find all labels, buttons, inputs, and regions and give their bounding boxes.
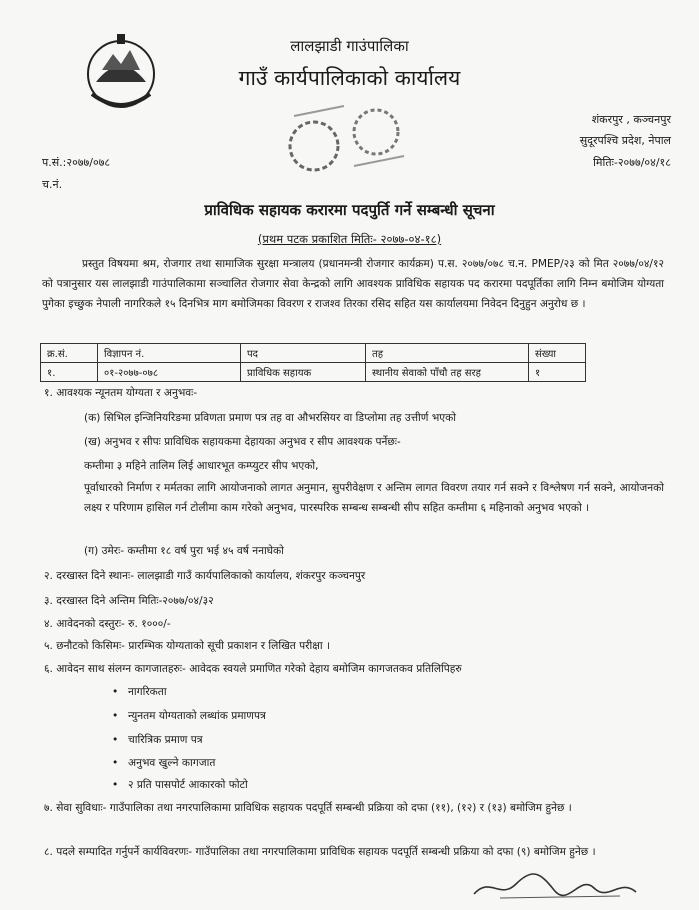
reference-number: प.सं.:२०७७/०७८ <box>42 156 111 169</box>
item-1b-1: कम्तीमा ३ महिने तालिम लिई आधारभूत कम्प्युटर सीप भएको, <box>84 460 319 472</box>
letter-date: मितिः-२०७७/०४/१८ <box>593 156 671 169</box>
item-1a: (क) सिभिल इन्जिनियरिङमा प्रविणता प्रमाण पत्र तह वा औभरसियर वा डिप्लोमा तह उत्तीर्ण भएको <box>84 412 457 424</box>
notice-title: प्राविधिक सहायक करारमा पदपुर्ति गर्ने सम्बन्धी सूचना <box>204 201 495 219</box>
table-row <box>41 363 586 382</box>
notice-intro: प्रस्तुत विषयमा श्रम, रोजगार तथा सामाजिक सुरक्षा मन्त्रालय (प्रधानमन्त्री रोजगार कार्यक्रम) प.स. २०७७/०७८ च.न. PMEP/२३ को मित २०७७/०४/१२ को पत्रानुसार यस लालझाडी गाउंपालिकामा सञ्चालित रोजगार सेवा केन्द्रको लागि आवश्यक प्राविधिक सहायक पद करारमा पदपूर्तिका लागि निम्न बमोजिम योग्यता पुगेका इच्छुक नेपाली नागरिकले १५ दिनभित्र माग बमोजिमका विवरण र राजश्व तिरका रसिद सहित यस कार्यालयमा निवेदन दिनुहुन अनुरोध छ । <box>42 258 664 310</box>
document-list-item: • न्युनतम योग्यताको लब्धांक प्रमाणपत्र <box>112 706 266 726</box>
table-header: विज्ञापन नं. <box>98 344 241 363</box>
office-title: गाउँ कार्यपालिकाको कार्यालय <box>238 66 461 90</box>
office-stamp-icon <box>284 96 414 192</box>
item-1b: (ख) अनुभव र सीपः प्राविधिक सहायकमा देहायका अनुभव र सीप आवश्यक पर्नेछः- <box>84 436 401 448</box>
office-name: लालझाडी गाउंपालिका <box>290 37 409 55</box>
item-2: २. दरखास्त दिने स्थानः- लालझाडी गाउँ कार्यपालिकाको कार्यालय, शंकरपुर कञ्चनपुर <box>44 570 366 582</box>
table-cell: १ <box>529 363 586 382</box>
dispatch-number: च.नं. <box>42 178 63 191</box>
item-4: ४. आवेदनको दस्तुरः- रु. १०००/- <box>44 618 171 630</box>
item-6: ६. आवेदन साथ संलग्न कागजातहरुः- आवेदक स्वयले प्रमाणित गरेको देहाय बमोजिम कागजतकव प्रतिलिपिहरु <box>44 663 462 675</box>
table-cell: प्राविधिक सहायक <box>241 363 366 382</box>
table-cell: स्थानीय सेवाको पाँचौ तह सरह <box>366 363 529 382</box>
item-1b-2: पूर्वाधारको निर्माण र मर्मतका लागि आयोजनाको लागत अनुमान, सुपरीवेक्षण र अन्तिम लागत विवरण तयार गर्न सक्ने र विश्लेषण गर्न सक्ने, आयोजनको लक्ष्य र परिणाम हासिल गर्न टोलीमा काम गरेको अनुभव, पारस्परिक सम्बन्ध सम्बन्धी सीप सहित कम्तीमा ६ महिनाको अनुभव भएको । <box>84 482 664 514</box>
document-list-item: • २ प्रति पासपोर्ट आकारको फोटो <box>112 775 248 795</box>
item-8: ८. पदले सम्पादित गर्नुपर्ने कार्यविवरणः- गाउँपालिका तथा नगरपालिकामा प्राविधिक सहायक पदपूर्ति सम्बन्धी प्रक्रिया को दफा (९) बमोजिम हुनेछ । <box>44 846 596 858</box>
address-line-1: शंकरपुर , कञ्चनपुर <box>591 113 671 126</box>
item-7: ७. सेवा सुविधाः- गाउँपालिका तथा नगरपालिकामा प्राविधिक सहायक पदपूर्ति सम्बन्धी प्रक्रिया को दफा (११), (१२) र (१३) बमोजिम हुनेछ । <box>44 802 572 814</box>
table-header-row <box>41 344 586 363</box>
signature-icon <box>470 866 640 904</box>
table-header: संख्या <box>529 344 586 363</box>
document-list-item: • चारित्रिक प्रमाण पत्र <box>112 730 203 750</box>
table-cell: १. <box>41 363 98 382</box>
item-3: ३. दरखास्त दिने अन्तिम मितिः-२०७७/०४/३२ <box>44 595 214 607</box>
document-list-item: • अनुभव खुल्ने कागजात <box>112 753 215 773</box>
item-5: ५. छनौटको किसिमः- प्रारम्भिक योग्यताको सूची प्रकाशन र लिखित परीक्षा । <box>44 640 330 652</box>
table-header: तह <box>366 344 529 363</box>
item-1: १. आवश्यक न्यूनतम योग्यता र अनुभवः- <box>44 387 198 399</box>
table-cell: ०१-२०७७-०७८ <box>98 363 241 382</box>
table-header: पद <box>241 344 366 363</box>
address-line-2: सुदूरपश्चि प्रदेश, नेपाल <box>579 134 671 147</box>
item-1c: (ग) उमेरः- कम्तीमा १८ वर्ष पुरा भई ४५ वर्ष ननाघेको <box>84 545 284 557</box>
position-table <box>40 343 586 382</box>
document-list-item: • नागरिकता <box>112 682 167 702</box>
table-header: क्र.सं. <box>41 344 98 363</box>
notice-subtitle: (प्रथम पटक प्रकाशित मितिः- २०७७-०४-१८) <box>257 232 442 246</box>
